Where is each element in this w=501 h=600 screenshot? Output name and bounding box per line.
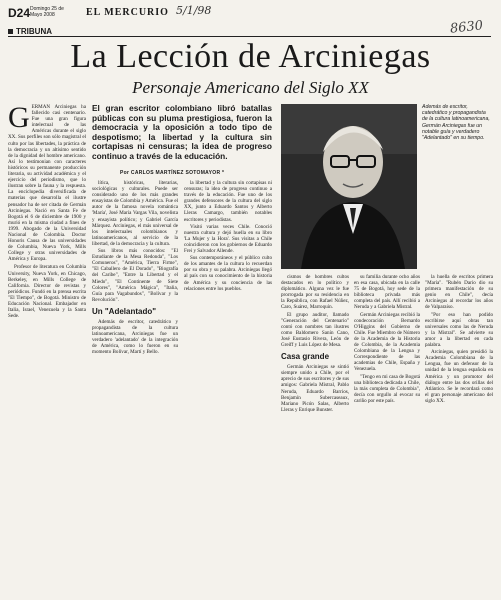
portrait-illustration (281, 104, 417, 269)
drop-cap: G (8, 101, 30, 134)
paragraph: la huella de escritos primera "María". "Rubén Darío dio su primera manifestación de su genio en Chile", decía Arciniegas al recordar los años de Valparaíso. (425, 274, 493, 311)
text-column-1 (8, 101, 86, 320)
paragraph: Sus libros más conocidos: "El Estudiante de la Mesa Redonda", "Los Comuneros", "América, Tierra Firme", "El Caballero de El Dorado", "Biografía del Caribe", "Entre la Libertad y el Miedo", "El Continente de Siete Colores", "América Mágica", "Italia, Guía para Vagabundos", "Bolívar y la Revolución". (92, 248, 178, 303)
paragraph: "Por eso han podido escribirse aquí obras tan universales como las de Neruda y la Mistral". Se advierte su amor a la libertad en cada palabra. (425, 311, 493, 349)
paragraph: Visitó varias veces Chile. Conoció nuestra cultura y dejó huella en su libro 'La Mujer y la Hora'. Sus visitas a Chile coincidieron con los gobiernos de Eduardo Frei y Salvador Allende. (184, 223, 272, 255)
newspaper-name: EL MERCURIO (86, 7, 169, 18)
paragraph: lítica, históricas, literarias, sociológicas y culturales. Puede ser considerado uno de los más grandes ensayistas de Colombia y América. Fue el autor de la famosa novela romántica 'María', José María Vargas Vila, novelista y ensayista político; y Gabriel García Márquez. Arciniegas, el más universal de los intelectuales colombianos y latinoamericanos, al servicio de la libertad, de la democracia y la cultura. (92, 180, 178, 247)
paragraph: ERMAN Arciniegas ha fallecido casi centenario. Fue una gran figura intelectual de las Américas durante el siglo XX. Sus perfiles son sólo magistral el culto por las libertades, la práctica de la democracia y un altísimo sentido de la dignidad del hombre americano. Así lo testimonian con caracteres históricos su permanente producción literaria, su actividad académica y el ejercicio del periodismo, que lo ilustran sobre la fauna y la respuesta. La enciclopedia diversificada de materias que desarrolla el ilustre pensador ha de ser citada de Germán Arciniegas. Nació en Santa Fe de Bogotá el 6 de diciembre de 1900 y murió en la misma ciudad a fines de 1999. Abogado de la Universidad Nacional de Colombia. Doctor Honoris Causa de las universidades de Columbia, Nueva York, Mills College y otras universidades de América y Europa. (8, 104, 86, 263)
paragraph: "Tengo en mi casa de Bogotá una biblioteca dedicada a Chile, la más completa de Colombia", decía con orgullo al evocar su cariño por este país. (354, 373, 420, 404)
paragraph: El grupo auditor, llamado "Generación del Centenario" contó con nombres tan ilustres como Baldomero Sanín Cano, José Eustasio Rivera, León de Greiff y Luis López de Mesa. (281, 311, 349, 349)
paragraph: Sus contemporáneos y el público culto de los amantes de la cultura lo recuerdan por su obra y su palabra. Arciniegas llegó al país con su conocimiento de la historia de América y su conciencia de las relaciones entre los pueblos. (184, 255, 272, 292)
portrait-photo (281, 104, 417, 269)
paragraph: Arciniegas, quien presidió la Academia Colombiana de la Lengua, fue un defensor de la unidad de la lengua española en América y un promotor del diálogo entre las dos orillas del Atlántico. Se le recordará como el gran personaje americano del siglo XX. (425, 349, 493, 404)
page-header (8, 4, 495, 24)
subheading: Casa grande (281, 352, 330, 362)
page-number: D24 (8, 6, 31, 20)
article-subtitle: Personaje Americano del Siglo XX (132, 78, 369, 97)
paragraph: Germán Arciniegas se sintió siempre unido a Chile, por el aprecio de sus escritores y de sus amigos: Gabriela Mistral, Pablo Neruda, Eduardo Barrios, Benjamín Subercaseaux, Mariano Picón Salas, Alberto Lleras y Enrique Bunster. (281, 364, 349, 413)
paragraph: Además de escritor, catedrático y propagandista de la cultura latinoamericana, Arciniegas fue un verdadero 'adelantado' de la integración de América, como lo fueron en su momento Bolívar, Martí y Bello. (92, 318, 178, 356)
text-column-2 (92, 180, 178, 356)
paragraph: su familia durante ocho años en esa casa, ubicada en la calle 75 de Bogotá, hoy sede de la biblioteca privada más completa del país. Allí recibió a Neruda y a Gabriela Mistral. (354, 274, 420, 311)
article-deck: El gran escritor colombiano libró batallas públicas con su pluma prestigiosa, fueron la democracia y la oposición a todo tipo de despotismo; la libertad y la cultura sin cortapisas ni censuras; la idea de progreso continuo a través de la educación. (92, 103, 272, 161)
subheading: Un "Adelantado" (92, 306, 157, 316)
article-title: La Lección de Arciniegas (70, 38, 431, 75)
byline: Por CARLOS MARTÍNEZ SOTOMAYOR * (120, 170, 225, 176)
paragraph: Germán Arciniegas recibió la condecoración Bernardo O'Higgins del Gobierno de Chile. Fue Miembro de Número de la Academia de la Historia de Colombia, de la Academia Colombiana de la Lengua y Correspondiente de las academias de Chile, España y Venezuela. (354, 311, 420, 373)
photo-caption: Además de escritor, catedrático y propagandista de la cultura latinoamericana, Germán Arciniegas fue un notable guía y verdadero "Adelantado" en su tiempo. (422, 104, 490, 142)
dateline: Domingo 25 de Mayo 2008 (30, 6, 64, 18)
section-label: TRIBUNA (8, 27, 52, 36)
text-column-6 (425, 274, 493, 405)
text-column-5 (354, 274, 420, 405)
paragraph: la libertad y la cultura sin cortapisas ni censuras; la idea de progreso continuo a través de la educación. Fue uno de los grandes defensores de la cultura del siglo XX, junto a Eduardo Santos y Alberto Lleras Camargo, también notables escritores y periodistas. (184, 180, 272, 223)
header-rule (8, 36, 491, 37)
handwritten-archive-number: 8630 (449, 18, 484, 37)
paragraph: Profesor de literatura en Columbia University, Nueva York, en Chicago, Berkeley, en Mills College de California. Director de revistas y periódicos. Fundó en la prensa escrita "El Tiempo", de Bogotá. Ministro de Educación Nacional. Embajador en Italia, Israel, Venezuela y la Santa Sede. (8, 264, 86, 320)
text-column-4 (281, 274, 349, 414)
paragraph: cismos de hombres cultos destacados en lo político y diplomático. Alguna vez le fue prorrogada por su residencia en la República, con Rafael Núñez, Caro, Suárez, Marroquín. (281, 274, 349, 311)
text-column-3 (184, 180, 272, 293)
handwritten-date: 5/1/98 (176, 4, 212, 17)
